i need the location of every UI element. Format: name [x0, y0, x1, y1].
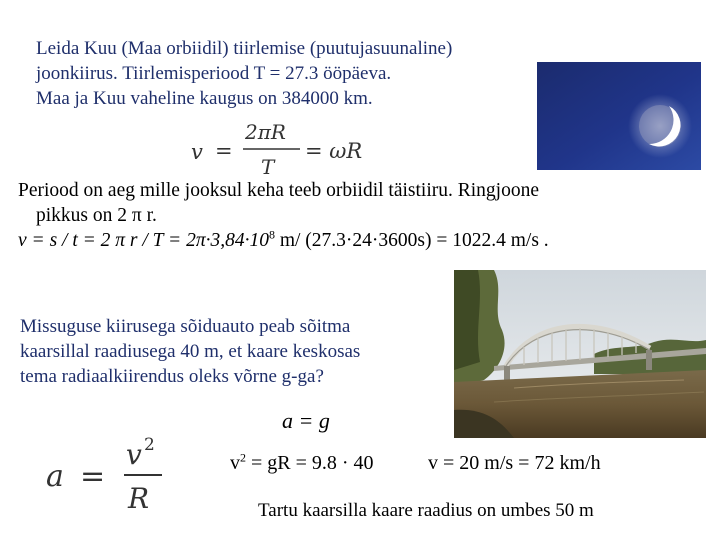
velocity-formula-lhs: v [191, 140, 203, 164]
intro-line-2: joonkiirus. Tiirlemisperiood T = 27.3 ööpäeva. [36, 63, 392, 84]
question-line-2: kaarsillal raadiusega 40 m, et kaare keskosas [20, 341, 361, 362]
question-line-1: Missuguse kiirusega sõiduauto peab sõitma [20, 316, 351, 337]
accel-formula-equals: = [80, 459, 106, 494]
period-line-2: pikkus on 2 π r. [36, 205, 157, 226]
solution-v-squared [230, 452, 374, 475]
solution-v-exponent: 2 [240, 450, 246, 465]
period-calc-suffix: m/ (27.3·24·3600s) = 1022.4 m/s . [274, 230, 549, 251]
acceleration-formula [40, 428, 170, 518]
accel-formula-lhs: a [46, 459, 64, 494]
accel-formula-numerator: v [126, 438, 142, 471]
velocity-formula-numerator: 2πR [245, 120, 286, 144]
solution-result: v = 20 m/s = 72 km/h [428, 452, 601, 474]
period-text [18, 178, 708, 253]
accel-formula-denominator: R [128, 482, 150, 515]
question-line-3: tema radiaalkiirendus oleks võrne g-ga? [20, 366, 324, 387]
accel-formula-exponent: 2 [144, 435, 155, 455]
velocity-formula-denominator: T [261, 155, 275, 179]
period-calc-prefix: v = s / t = 2 π r / T = 2π·3,84·10 [18, 230, 269, 251]
intro-text [36, 36, 452, 111]
velocity-formula-equals: = [215, 139, 233, 163]
period-calc-exponent: 8 [268, 227, 275, 242]
question-text [20, 314, 360, 389]
velocity-formula [185, 118, 385, 180]
arch-bridge-photo [454, 270, 706, 438]
solution-v-rest: = gR = 9.8 · 40 [246, 452, 374, 474]
crescent-moon-photo [537, 62, 701, 170]
a-equals-g: a = g [282, 408, 330, 433]
velocity-formula-rhs: = ωR [305, 139, 363, 163]
bridge-caption: Tartu kaarsilla kaare raadius on umbes 50 m [258, 500, 594, 521]
period-calculation [18, 228, 708, 253]
intro-line-3: Maa ja Kuu vaheline kaugus on 384000 km. [36, 88, 373, 109]
intro-line-1: Leida Kuu (Maa orbiidil) tiirlemise (puutujasuunaline) [36, 38, 453, 59]
solution-v-base: v [230, 452, 240, 474]
period-line-1: Periood on aeg mille jooksul keha teeb orbiidil täistiiru. Ringjoone [18, 180, 539, 201]
